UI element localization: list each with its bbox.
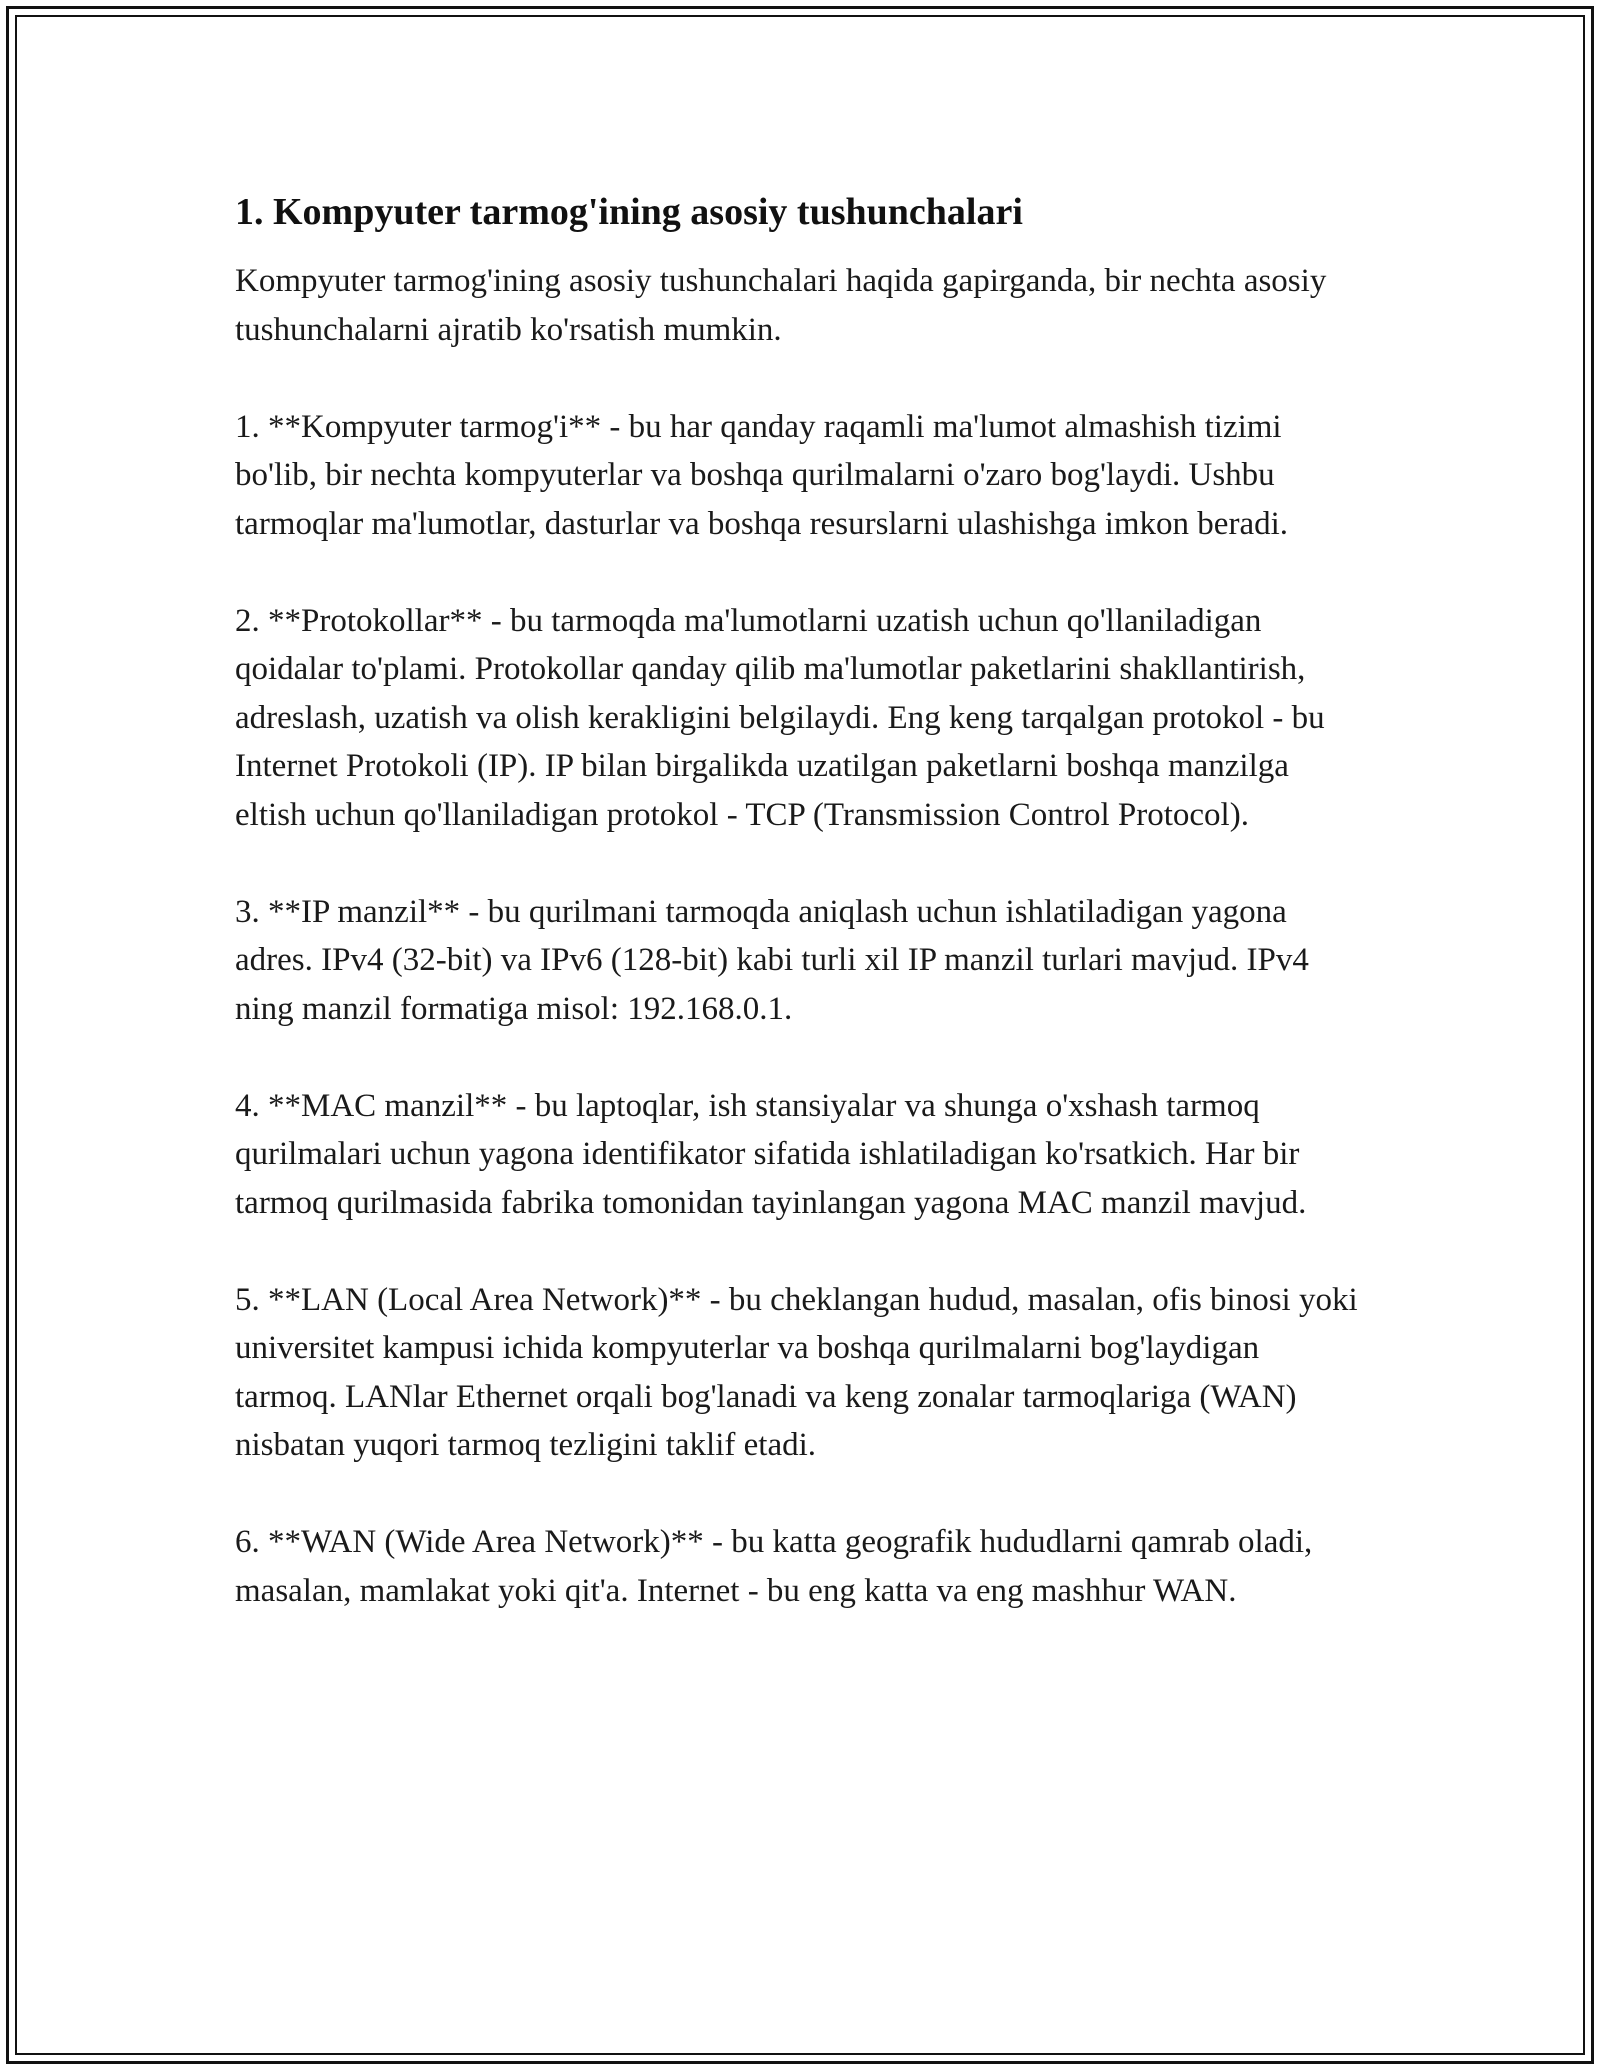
list-item-ip-address: 3. **IP manzil** - bu qurilmani tarmoqda aniqlash uchun ishlatiladigan yagona adres. IPv4 (32-bit) va IPv6 (128-bit) kabi turli xil IP manzil turlari mavjud. IPv4 ning manzil formatiga misol: 192.168.0.1. (235, 893, 1309, 1027)
section-heading: 1. Kompyuter tarmog'ining asosiy tushunchalari (235, 191, 1023, 233)
list-item-computer-network: 1. **Kompyuter tarmog'i** - bu har qanday raqamli ma'lumot almashish tizimi bo'lib, bir nechta kompyuterlar va boshqa qurilmalarni o'zaro bog'laydi. Ushbu tarmoqlar ma'lumotlar, dasturlar va boshqa resurslarni ulashishga imkon beradi. (235, 408, 1289, 542)
intro-paragraph: Kompyuter tarmog'ining asosiy tushunchalari haqida gapirganda, bir nechta asosiy tushunchalarni ajratib ko'rsatish mumkin. (235, 263, 1327, 348)
document-body (235, 185, 1365, 1664)
list-item-lan: 5. **LAN (Local Area Network)** - bu cheklangan hudud, masalan, ofis binosi yoki universitet kampusi ichida kompyuterlar va boshqa qurilmalarni bog'laydigan tarmoq. LANlar Ethernet orqali bog'lanadi va keng zonalar tarmoqlariga (WAN) nisbatan yuqori tarmoq tezligini taklif etadi. (235, 1281, 1358, 1463)
list-item-wan: 6. **WAN (Wide Area Network)** - bu katta geografik hududlarni qamrab oladi, masalan, mamlakat yoki qit'a. Internet - bu eng katta va eng mashhur WAN. (235, 1524, 1313, 1609)
list-item-mac-address: 4. **MAC manzil** - bu laptoqlar, ish stansiyalar va shunga o'xshash tarmoq qurilmalari uchun yagona identifikator sifatida ishlatiladigan ko'rsatkich. Har bir tarmoq qurilmasida fabrika tomonidan tayinlangan yagona MAC manzil mavjud. (235, 1087, 1307, 1221)
list-item-protocols: 2. **Protokollar** - bu tarmoqda ma'lumotlarni uzatish uchun qo'llaniladigan qoidalar to'plami. Protokollar qanday qilib ma'lumotlar paketlarini shakllantirish, adreslash, uzatish va olish kerakligini belgilaydi. Eng keng tarqalgan protokol - bu Internet Protokoli (IP). IP bilan birgalikda uzatilgan paketlarni boshqa manzilga eltish uchun qo'llaniladigan protokol - TCP (Transmission Control Protocol). (235, 602, 1325, 833)
